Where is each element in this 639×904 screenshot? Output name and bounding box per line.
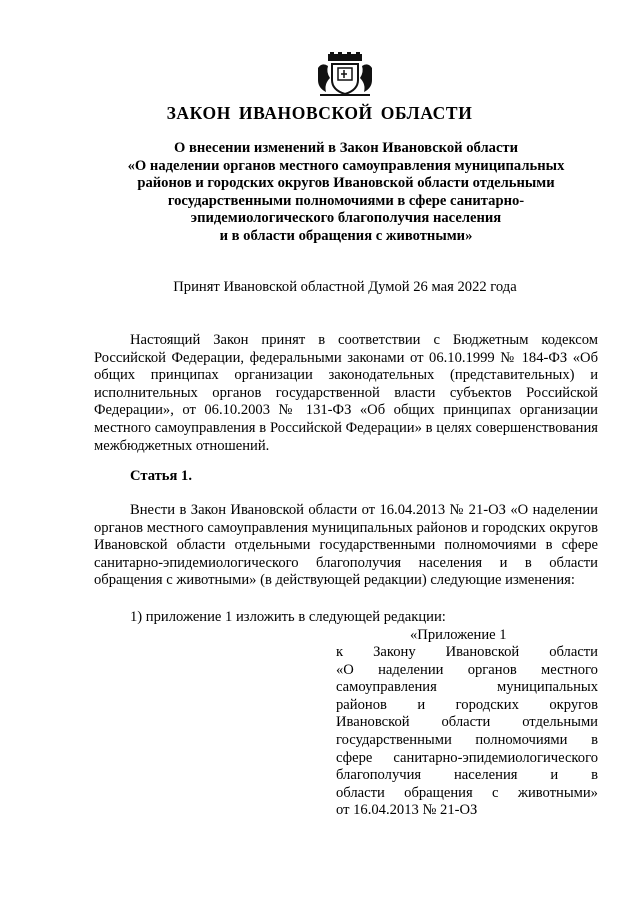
article-1-text: Внести в Закон Ивановской области от 16.04.2013 № 21-ОЗ «О наделении органов местного самоуправления муниципальных районов и городских округов Ивановской области отдельными государственными полномочиями в сфере санитарно-эпидемиологического благополучия населения и в области обращения с животными» (в действующей редакции) следующие изменения:: [94, 502, 598, 589]
adoption-note: Принят Ивановской областной Думой 26 мая 2022 года: [173, 279, 517, 295]
word: животными»: [517, 784, 598, 801]
law-title: ЗАКОН ИВАНОВСКОЙ ОБЛАСТИ: [166, 103, 473, 123]
preamble-paragraph: Настоящий Закон принят в соответствии с Бюджетным кодексом Российской Федерации, федеральными законами от 06.10.1999 № 184-ФЗ «Об общих принципах организации законодательных (представительных) и исполнительных органов государственной власти субъектов Российской Федерации», от 06.10.2003 № 131-ФЗ «Об общих принципах организации местного самоуправления в Российской Федерации» в целях совершенствования межбюджетных отношений.: [94, 332, 598, 454]
appendix-line: [336, 767, 598, 785]
appendix-heading: «Приложение 1: [410, 627, 507, 643]
word: в: [591, 767, 598, 784]
word: полномочиями: [475, 731, 568, 748]
appendix-line: [336, 732, 598, 750]
appendix-line: [336, 644, 598, 662]
word: и: [417, 696, 426, 713]
word: сфере: [336, 749, 373, 766]
appendix-line: [336, 662, 598, 680]
word: «О: [336, 661, 354, 678]
word: городских: [455, 696, 519, 713]
word: самоуправления: [336, 679, 437, 696]
appendix-line: [336, 679, 598, 697]
subtitle-line: О внесении изменений в Закон Ивановской области: [173, 140, 519, 156]
word: муниципальных: [496, 679, 598, 696]
word: Ивановской: [445, 644, 520, 660]
article-1-heading: Статья 1.: [130, 468, 192, 484]
item-1-text: 1) приложение 1 изложить в следующей редакции:: [130, 609, 446, 625]
word: благополучия: [336, 767, 422, 784]
appendix-line: [336, 714, 598, 732]
subtitle-line: и в области обращения с животными»: [219, 227, 473, 244]
subtitle-line: государственными полномочиями в сфере санитарно-: [167, 192, 525, 209]
subtitle-line: «О наделении органов местного самоуправления муниципальных: [127, 157, 565, 174]
word: в: [591, 731, 598, 748]
appendix-line: [336, 697, 598, 715]
appendix-line: [336, 750, 598, 768]
word: области: [549, 644, 598, 660]
law-subtitle: [96, 140, 596, 246]
appendix-line: от 16.04.2013 № 21-ОЗ: [336, 802, 478, 819]
word: районов: [336, 696, 387, 713]
word: области: [441, 714, 491, 731]
appendix-reference-block: [336, 644, 598, 820]
word: округов: [549, 696, 598, 713]
word: наделении: [378, 661, 444, 678]
word: местного: [541, 661, 598, 678]
word: и: [550, 767, 559, 784]
word: государственными: [336, 731, 452, 748]
subtitle-line: эпидемиологического благополучия населения: [190, 210, 502, 227]
appendix-line: [336, 785, 598, 803]
word: с: [492, 784, 499, 801]
word: Ивановской: [336, 714, 410, 731]
coat-of-arms-emblem: [314, 52, 376, 98]
subtitle-line: районов и городских округов Ивановской области отдельными: [137, 175, 555, 192]
word: населения: [453, 767, 518, 784]
word: обращения: [404, 784, 473, 801]
word: области: [336, 784, 385, 801]
word: отдельными: [522, 714, 598, 731]
word: Закону: [373, 644, 416, 660]
word: к: [336, 644, 344, 660]
word: санитарно-эпидемиологического: [393, 749, 598, 766]
word: органов: [467, 661, 517, 678]
